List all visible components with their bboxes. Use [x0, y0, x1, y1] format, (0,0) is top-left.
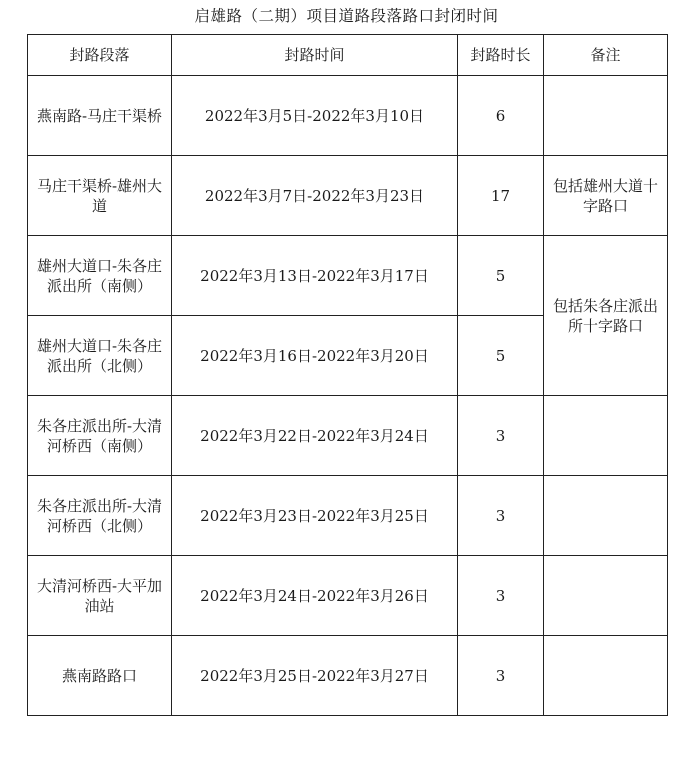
- time-cell: 2022年3月22日-2022年3月24日: [172, 396, 458, 476]
- duration-cell: 3: [458, 476, 544, 556]
- note-cell: [544, 636, 668, 716]
- page-title: 启雄路（二期）项目道路段落路口封闭时间: [194, 7, 499, 25]
- segment-cell: 燕南路-马庄干渠桥: [28, 76, 172, 156]
- note-cell: [544, 396, 668, 476]
- header-segment: 封路段落: [28, 35, 172, 76]
- time-cell: 2022年3月23日-2022年3月25日: [172, 476, 458, 556]
- header-time: 封路时间: [172, 35, 458, 76]
- table-row: [28, 396, 668, 476]
- segment-cell: 雄州大道口-朱各庄派出所（北侧）: [28, 316, 172, 396]
- segment-cell: 燕南路路口: [28, 636, 172, 716]
- time-cell: 2022年3月5日-2022年3月10日: [172, 76, 458, 156]
- header-duration: 封路时长: [458, 35, 544, 76]
- note-cell: 包括雄州大道十字路口: [544, 156, 668, 236]
- duration-cell: 6: [458, 76, 544, 156]
- time-cell: 2022年3月25日-2022年3月27日: [172, 636, 458, 716]
- duration-cell: 17: [458, 156, 544, 236]
- segment-cell: 马庄干渠桥-雄州大道: [28, 156, 172, 236]
- time-cell: 2022年3月16日-2022年3月20日: [172, 316, 458, 396]
- note-cell: [544, 76, 668, 156]
- segment-cell: 朱各庄派出所-大清河桥西（北侧）: [28, 476, 172, 556]
- duration-cell: 5: [458, 236, 544, 316]
- time-cell: 2022年3月24日-2022年3月26日: [172, 556, 458, 636]
- table-row: [28, 76, 668, 156]
- table-row: [28, 556, 668, 636]
- note-cell: 包括朱各庄派出所十字路口: [544, 236, 668, 396]
- segment-cell: 雄州大道口-朱各庄派出所（南侧）: [28, 236, 172, 316]
- time-cell: 2022年3月13日-2022年3月17日: [172, 236, 458, 316]
- table-row: [28, 636, 668, 716]
- duration-cell: 3: [458, 396, 544, 476]
- road-closure-table: [27, 34, 668, 716]
- note-cell: [544, 476, 668, 556]
- duration-cell: 3: [458, 556, 544, 636]
- note-cell: [544, 556, 668, 636]
- table-row: [28, 476, 668, 556]
- segment-cell: 大清河桥西-大平加油站: [28, 556, 172, 636]
- duration-cell: 5: [458, 316, 544, 396]
- time-cell: 2022年3月7日-2022年3月23日: [172, 156, 458, 236]
- duration-cell: 3: [458, 636, 544, 716]
- table-row: [28, 156, 668, 236]
- table-header-row: [28, 35, 668, 76]
- table-row: [28, 236, 668, 316]
- segment-cell: 朱各庄派出所-大清河桥西（南侧）: [28, 396, 172, 476]
- header-note: 备注: [544, 35, 668, 76]
